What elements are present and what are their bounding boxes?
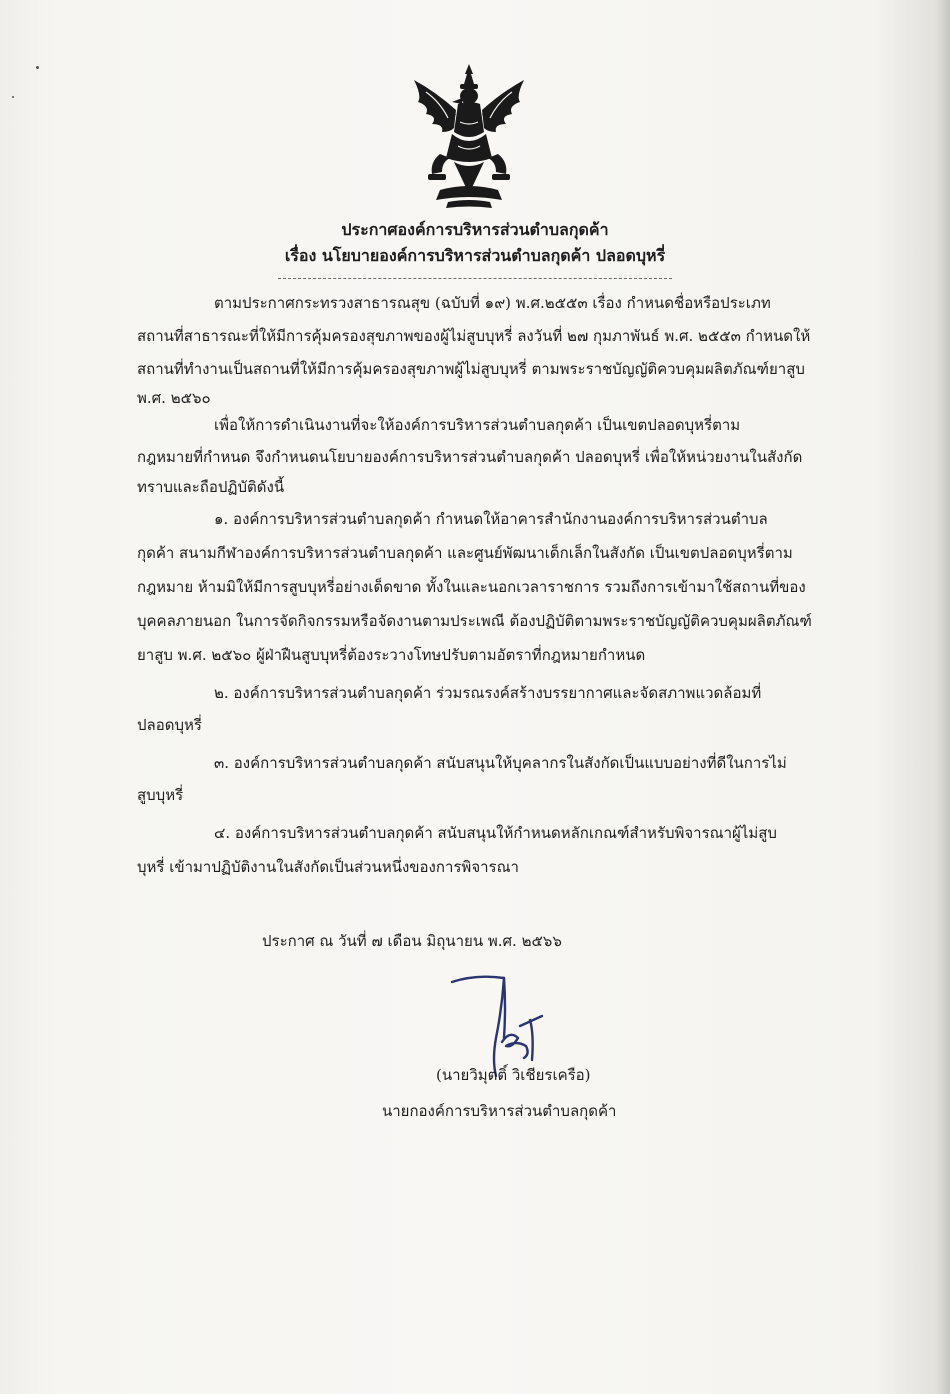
policy-item-1-line: ๑. องค์การบริหารส่วนตำบลกุดค้า กำหนดให้อาคารสำนักงานองค์การบริหารส่วนตำบล (214, 510, 768, 528)
announcement-date: ประกาศ ณ วันที่ ๗ เดือน มิถุนายน พ.ศ. ๒๕๖๖ (262, 932, 562, 950)
policy-item-3-line: สูบบุหรี่ (137, 786, 184, 804)
policy-item-1-line: ยาสูบ พ.ศ. ๒๕๖๐ ผู้ฝ่าฝืนสูบบุหรี่ต้องระวางโทษปรับตามอัตราที่กฎหมายกำหนด (137, 646, 646, 664)
policy-item-4-line: ๔. องค์การบริหารส่วนตำบลกุดค้า สนับสนุนให้กำหนดหลักเกณฑ์สำหรับพิจารณาผู้ไม่สูบ (214, 824, 777, 842)
policy-item-3-line: ๓. องค์การบริหารส่วนตำบลกุดค้า สนับสนุนให้บุคลากรในสังกัดเป็นแบบอย่างที่ดีในการไม่ (214, 754, 787, 772)
signer-position: นายกองค์การบริหารส่วนตำบลกุดค้า (382, 1102, 617, 1120)
paragraph-1-line: พ.ศ. ๒๕๖๐ (137, 389, 211, 407)
title-divider (278, 278, 672, 279)
paragraph-2-line: กฎหมายที่กำหนด จึงกำหนดนโยบายองค์การบริหารส่วนตำบลกุดค้า ปลอดบุหรี่ เพื่อให้หน่วยงานในสังกัด (137, 448, 803, 466)
paragraph-2-line: ทราบและถือปฏิบัติดังนี้ (137, 478, 285, 496)
paragraph-1-line: ตามประกาศกระทรวงสาธารณสุข (ฉบับที่ ๑๙) พ.ศ.๒๕๕๓ เรื่อง กำหนดชื่อหรือประเภท (214, 294, 771, 312)
policy-item-4-line: บุหรี่ เข้ามาปฏิบัติงานในสังกัดเป็นส่วนหนึ่งของการพิจารณา (137, 858, 519, 876)
paragraph-1-line: สถานที่ทำงานเป็นสถานที่ให้มีการคุ้มครองสุขภาพผู้ไม่สูบบุหรี่ ตามพระราชบัญญัติควบคุมผลิตภัณฑ์ยาสูบ (137, 360, 805, 378)
policy-item-2-line: ๒. องค์การบริหารส่วนตำบลกุดค้า ร่วมรณรงค์สร้างบรรยากาศและจัดสภาพแวดล้อมที่ (214, 684, 762, 702)
page-edge-shadow (936, 0, 950, 1394)
garuda-emblem (396, 62, 542, 212)
paragraph-2-line: เพื่อให้การดำเนินงานที่จะให้องค์การบริหารส่วนตำบลกุดค้า เป็นเขตปลอดบุหรี่ตาม (214, 416, 741, 434)
paragraph-1-line: สถานที่สาธารณะที่ให้มีการคุ้มครองสุขภาพของผู้ไม่สูบบุหรี่ ลงวันที่ ๒๗ กุมภาพันธ์ พ.ศ. ๒๕๕๓ กำหนดให้ (137, 327, 811, 345)
policy-item-1-line: กฎหมาย ห้ามมิให้มีการสูบบุหรี่อย่างเด็ดขาด ทั้งในและนอกเวลาราชการ รวมถึงการเข้ามาใช้สถานที่ของ (137, 578, 806, 596)
speck (36, 66, 39, 69)
policy-item-1-line: บุคคลภายนอก ในการจัดกิจกรรมหรือจัดงานตามประเพณี ต้องปฏิบัติตามพระราชบัญญัติควบคุมผลิตภัณฑ์ (137, 612, 812, 630)
policy-item-1-line: กุดค้า สนามกีฬาองค์การบริหารส่วนตำบลกุดค้า และศูนย์พัฒนาเด็กเล็กในสังกัด เป็นเขตปลอดบุหรี่ตาม (137, 544, 793, 562)
speck (12, 96, 14, 98)
policy-item-2-line: ปลอดบุหรี่ (137, 716, 202, 734)
announcement-title: ประกาศองค์การบริหารส่วนตำบลกุดค้า (341, 220, 609, 239)
announcement-subject: เรื่อง นโยบายองค์การบริหารส่วนตำบลกุดค้า ปลอดบุหรี่ (284, 246, 666, 265)
signer-name: (นายวิมุตติ์ วิเชียรเครือ) (436, 1066, 591, 1084)
